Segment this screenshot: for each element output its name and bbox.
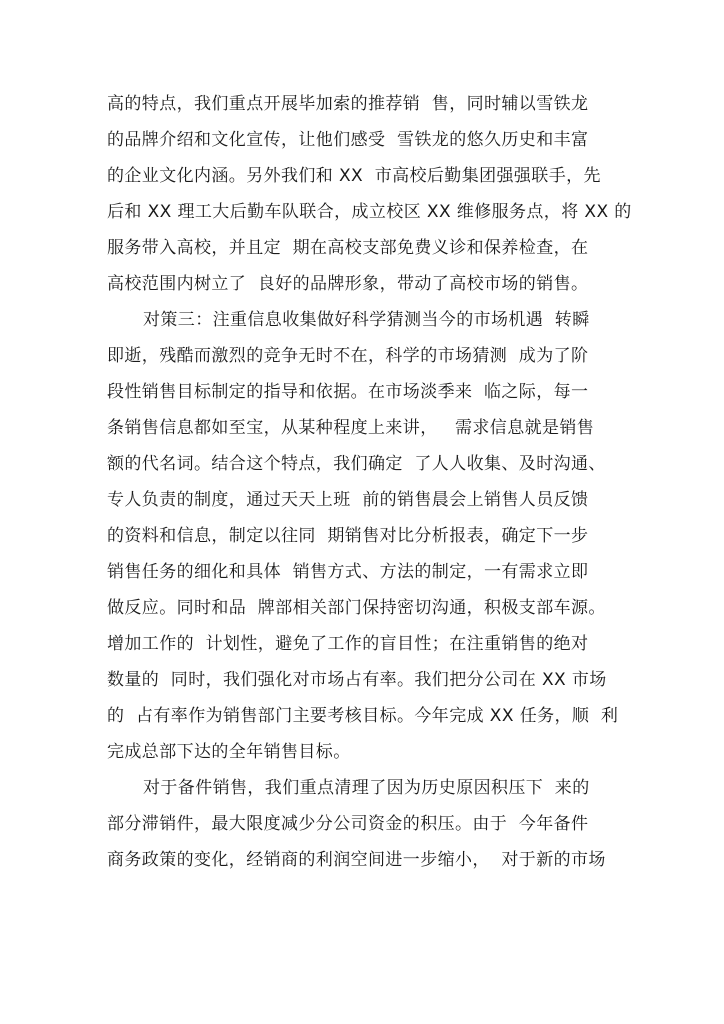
text-line: 服务带入高校，并且定 期在高校支部免费义诊和保养检查，在 [107, 238, 589, 258]
text-line: 即逝，残酷而激烈的竞争无时不在，科学的市场猜测 成为了阶 [107, 346, 589, 366]
text-line: 的 占有率作为销售部门主要考核目标。今年完成 XX 任务，顺 利 [107, 706, 619, 726]
text-line: 完成总部下达的全年销售目标。 [107, 742, 351, 762]
text-line: 对策三：注重信息收集做好科学猜测当今的市场机遇 转瞬 [143, 310, 590, 330]
text-line: 高校范围内树立了 良好的品牌形象，带动了高校市场的销售。 [107, 274, 589, 294]
text-line: 部分滞销件，最大限度减少分公司资金的积压。由于 今年备件 [107, 814, 589, 834]
text-line: 后和 XX 理工大后勤车队联合，成立校区 XX 维修服务点，将 XX 的 [107, 202, 632, 222]
text-line: 条销售信息都如至宝，从某种程度上来讲， 需求信息就是销售 [107, 418, 595, 438]
paragraph-1 [107, 86, 647, 302]
paragraph-2 [107, 302, 647, 770]
body-text [107, 86, 647, 878]
text-line: 数量的 同时，我们强化对市场占有率。我们把分公司在 XX 市场 [107, 670, 607, 690]
text-line: 增加工作的 计划性，避免了工作的盲目性；在注重销售的绝对 [107, 634, 589, 654]
text-line: 的品牌介绍和文化宣传，让他们感受 雪铁龙的悠久历史和丰富 [107, 130, 589, 150]
text-line: 的企业文化内涵。另外我们和 XX 市高校后勤集团强强联手，先 [107, 166, 601, 186]
text-line: 高的特点，我们重点开展毕加索的推荐销 售，同时辅以雪铁龙 [107, 94, 589, 114]
text-line: 商务政策的变化，经销商的利润空间进一步缩小， 对于新的市场 [107, 850, 606, 870]
text-line: 做反应。同时和品 牌部相关部门保持密切沟通，积极支部车源。 [107, 598, 606, 618]
text-line: 额的代名词。结合这个特点，我们确定 了人人收集、及时沟通、 [107, 454, 606, 474]
text-line: 销售任务的细化和具体 销售方式、方法的制定，一有需求立即 [107, 562, 589, 582]
text-line: 段性销售目标制定的指导和依据。在市场淡季来 临之际，每一 [107, 382, 589, 402]
text-line: 对于备件销售，我们重点清理了因为历史原因积压下 来的 [143, 778, 590, 798]
text-line: 的资料和信息，制定以往同 期销售对比分析报表，确定下一步 [107, 526, 589, 546]
text-line: 专人负责的制度，通过天天上班 前的销售晨会上销售人员反馈 [107, 490, 589, 510]
paragraph-3 [107, 770, 647, 878]
